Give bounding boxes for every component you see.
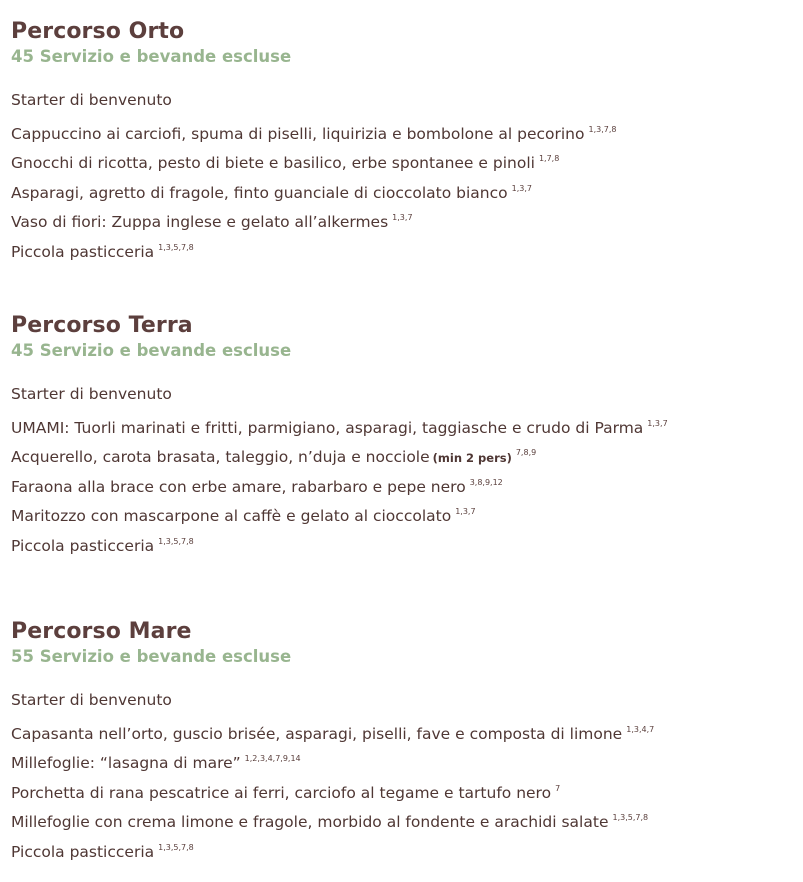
course-item — [11, 178, 793, 208]
course-name: Vaso di fiori: Zuppa inglese e gelato all’alkermes — [11, 213, 389, 231]
course-item — [11, 472, 793, 502]
section-price: 45 Servizio e bevande escluse — [11, 341, 292, 360]
section-price: 45 Servizio e bevande escluse — [11, 47, 292, 66]
section-percorso-orto — [11, 18, 793, 266]
allergen-codes: 7 — [555, 783, 561, 793]
course-item — [11, 501, 793, 531]
section-title: Percorso Terra — [11, 313, 193, 338]
allergen-codes: 1,3,7 — [455, 507, 476, 516]
course-name: Cappuccino ai carciofi, spuma di piselli, liquirizia e bombolone al pecorino — [11, 124, 585, 143]
course-list — [11, 383, 793, 560]
section-title: Percorso Mare — [11, 619, 192, 644]
allergen-codes: 1,3,5,7,8 — [158, 842, 194, 852]
course-name: Acquerello, carota brasata, taleggio, n’duja e nocciole — [11, 448, 430, 466]
course-item — [11, 119, 793, 149]
starter-line — [11, 383, 793, 413]
allergen-codes: 3,8,9,12 — [469, 477, 503, 487]
starter-line — [11, 689, 793, 719]
course-item — [11, 807, 793, 837]
allergen-codes: 1,7,8 — [538, 154, 560, 163]
course-name: Millefoglie con crema limone e fragole, morbido al fondente e arachidi salate — [11, 813, 609, 831]
allergen-codes: 1,2,3,4,7,9,14 — [244, 754, 301, 763]
allergen-codes: 1,3,7 — [511, 183, 532, 193]
allergen-codes: 1,3,5,7,8 — [158, 242, 194, 252]
portion-note: (min 2 pers) — [432, 451, 512, 465]
course-name: Porchetta di rana pescatrice ai ferri, carciofo al tegame e tartufo nero — [11, 783, 552, 802]
course-list — [11, 89, 793, 266]
allergen-codes: 1,3,7,8 — [588, 124, 617, 134]
allergen-codes: 7,8,9 — [515, 448, 537, 457]
section-title: Percorso Orto — [11, 19, 185, 44]
allergen-codes: 1,3,7 — [647, 418, 668, 428]
course-name: Maritozzo con mascarpone al caffè e gelato al cioccolato — [11, 507, 452, 525]
course-item — [11, 237, 793, 267]
course-list — [11, 689, 793, 866]
allergen-codes: 1,3,5,7,8 — [158, 536, 194, 546]
course-name: Piccola pasticceria — [11, 536, 155, 555]
section-percorso-mare — [11, 618, 793, 866]
course-item — [11, 148, 793, 178]
course-name: Gnocchi di ricotta, pesto di biete e basilico, erbe spontanee e pinoli — [11, 154, 535, 172]
starter-line — [11, 89, 793, 119]
course-name: Millefoglie: “lasagna di mare” — [11, 754, 241, 772]
course-item — [11, 837, 793, 867]
course-item — [11, 413, 793, 443]
course-item — [11, 748, 793, 778]
course-name: Faraona alla brace con erbe amare, rabarbaro e pepe nero — [11, 477, 466, 496]
allergen-codes: 1,3,5,7,8 — [612, 813, 649, 822]
allergen-codes: 1,3,7 — [392, 213, 413, 222]
course-name: Asparagi, agretto di fragole, finto guanciale di cioccolato bianco — [11, 183, 508, 202]
course-name: Piccola pasticceria — [11, 842, 155, 861]
course-name: Capasanta nell’orto, guscio brisée, asparagi, piselli, fave e composta di limone — [11, 724, 623, 743]
course-item — [11, 207, 793, 237]
course-item — [11, 778, 793, 808]
allergen-codes: 1,3,4,7 — [626, 724, 655, 734]
course-name: Starter di benvenuto — [11, 691, 172, 709]
course-name: Piccola pasticceria — [11, 242, 155, 261]
course-item — [11, 719, 793, 749]
course-item — [11, 442, 793, 472]
course-name: Starter di benvenuto — [11, 91, 172, 109]
course-name: Starter di benvenuto — [11, 385, 172, 403]
section-price: 55 Servizio e bevande escluse — [11, 647, 292, 666]
section-percorso-terra — [11, 312, 793, 560]
course-item — [11, 531, 793, 561]
course-name: UMAMI: Tuorli marinati e fritti, parmigiano, asparagi, taggiasche e crudo di Parma — [11, 418, 644, 437]
